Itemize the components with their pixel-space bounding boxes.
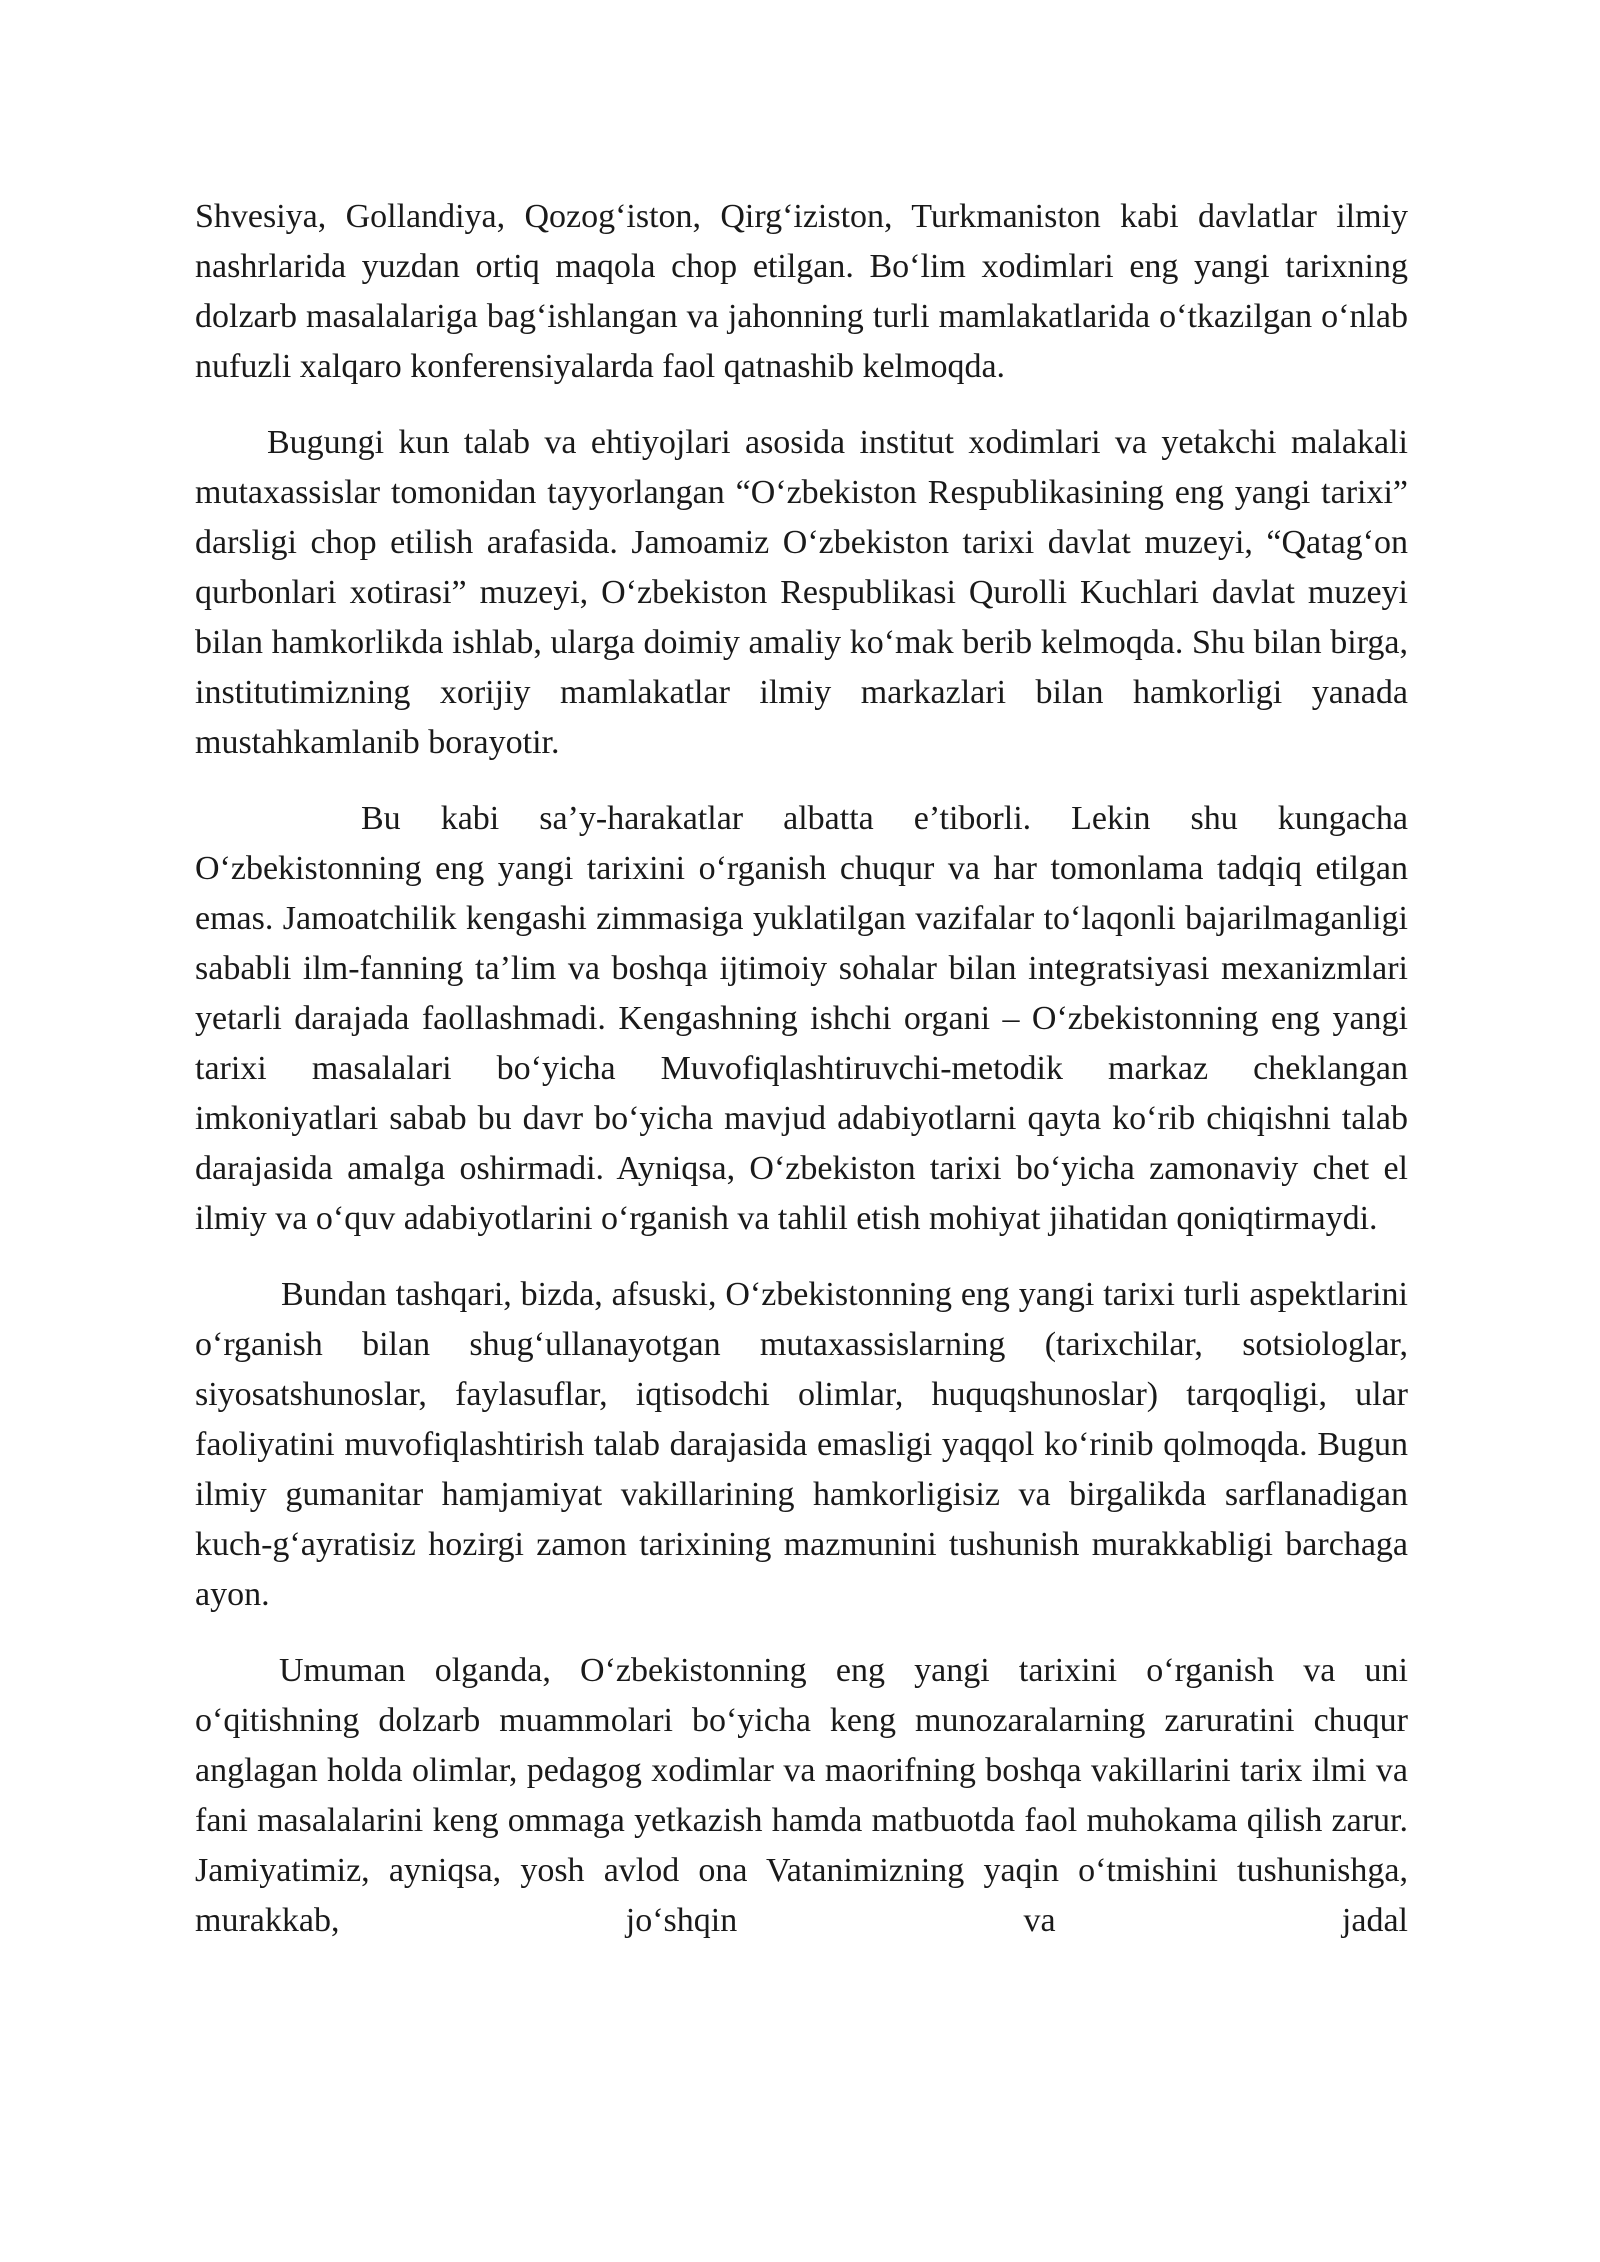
- paragraph-5: Umuman olganda, O‘zbekistonning eng yangi tarixini o‘rganish va uni o‘qitishning dolzarb muammolari bo‘yicha keng munozaralarning zaruratini chuqur anglagan holda olimlar, pedagog xodimlar va maorifning boshqa vakillarini tarix ilmi va fani masalalarini keng ommaga yetkazish hamda matbuotda faol muhokama qilish zarur. Jamiyatimiz, ayniqsa, yosh avlod ona Vatanimizning yaqin o‘tmishini tushunishga, murakkab, jo‘shqin va jadal: [195, 1652, 1408, 1939]
- document-body: [195, 192, 1408, 1972]
- paragraph-3: Bu kabi sa’y-harakatlar albatta e’tiborli. Lekin shu kungacha O‘zbekistonning eng yangi tarixini o‘rganish chuqur va har tomonlama tadqiq etilgan emas. Jamoatchilik kengashi zimmasiga yuklatilgan vazifalar to‘laqonli bajarilmaganligi sababli ilm-fanning ta’lim va boshqa ijtimoiy sohalar bilan integratsiyasi mexanizmlari yetarli darajada faollashmadi. Kengashning ishchi organi – O‘zbekistonning eng yangi tarixi masalalari bo‘yicha Muvofiqlashtiruvchi-metodik markaz cheklangan imkoniyatlari sabab bu davr bo‘yicha mavjud adabiyotlarni qayta ko‘rib chiqishni talab darajasida amalga oshirmadi. Ayniqsa, O‘zbekiston tarixi bo‘yicha zamonaviy chet el ilmiy va o‘quv adabiyotlarini o‘rganish va tahlil etish mohiyat jihatidan qoniqtirmaydi.: [195, 800, 1408, 1237]
- paragraph-4: Bundan tashqari, bizda, afsuski, O‘zbekistonning eng yangi tarixi turli aspektlarini o‘rganish bilan shug‘ullanayotgan mutaxassislarning (tarixchilar, sotsiologlar, siyosatshunoslar, faylasuflar, iqtisodchi olimlar, huquqshunoslar) tarqoqligi, ular faoliyatini muvofiqlashtirish talab darajasida emasligi yaqqol ko‘rinib qolmoqda. Bugun ilmiy gumanitar hamjamiyat vakillarining hamkorligisiz va birgalikda sarflanadigan kuch-g‘ayratisiz hozirgi zamon tarixining mazmunini tushunish murakkabligi barchaga ayon.: [195, 1276, 1408, 1613]
- paragraph-1: Shvesiya, Gollandiya, Qozog‘iston, Qirg‘iziston, Turkmaniston kabi davlatlar ilmiy nashrlarida yuzdan ortiq maqola chop etilgan. Bo‘lim xodimlari eng yangi tarixning dolzarb masalalariga bag‘ishlangan va jahonning turli mamlakatlarida o‘tkazilgan o‘nlab nufuzli xalqaro konferensiyalarda faol qatnashib kelmoqda.: [195, 198, 1408, 385]
- paragraph-2: Bugungi kun talab va ehtiyojlari asosida institut xodimlari va yetakchi malakali mutaxassislar tomonidan tayyorlangan “O‘zbekiston Respublikasining eng yangi tarixi” darsligi chop etilish arafasida. Jamoamiz O‘zbekiston tarixi davlat muzeyi, “Qatag‘on qurbonlari xotirasi” muzeyi, O‘zbekiston Respublikasi Qurolli Kuchlari davlat muzeyi bilan hamkorlikda ishlab, ularga doimiy amaliy ko‘mak berib kelmoqda. Shu bilan birga, institutimizning xorijiy mamlakatlar ilmiy markazlari bilan hamkorligi yanada mustahkamlanib borayotir.: [195, 424, 1408, 761]
